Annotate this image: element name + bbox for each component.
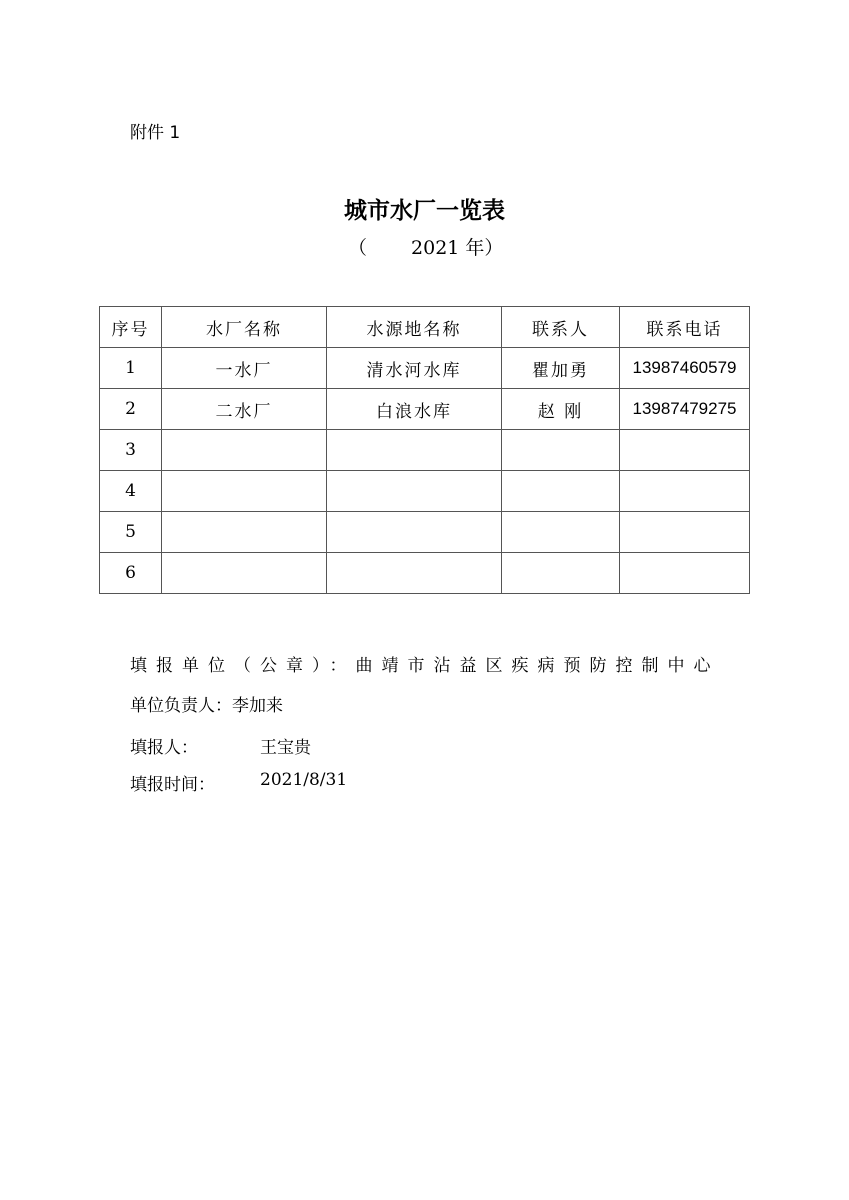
year-open-paren: （ xyxy=(348,237,368,259)
table-row xyxy=(100,348,750,389)
year-text: 2021 年 xyxy=(411,237,485,259)
cell-source-name xyxy=(327,512,502,553)
report-date-label: 填报时间： xyxy=(130,775,215,795)
header-phone: 联系电话 xyxy=(620,307,750,348)
reporter-name: 王宝贵 xyxy=(260,738,311,758)
cell-phone: 13987479275 xyxy=(620,389,750,430)
cell-source-name xyxy=(327,471,502,512)
cell-seq: 4 xyxy=(100,471,162,512)
attachment-label: 附件 1 xyxy=(130,123,181,143)
report-date-line xyxy=(130,770,348,795)
cell-plant-name: 二水厂 xyxy=(162,389,327,430)
cell-contact: 赵 刚 xyxy=(502,389,620,430)
cell-phone: 13987460579 xyxy=(620,348,750,389)
cell-contact xyxy=(502,430,620,471)
cell-plant-name xyxy=(162,471,327,512)
header-plant-name: 水厂名称 xyxy=(162,307,327,348)
year-close-paren: ） xyxy=(484,237,504,259)
cell-plant-name: 一水厂 xyxy=(162,348,327,389)
report-date-value: 2021/8/31 xyxy=(260,770,348,790)
cell-contact xyxy=(502,512,620,553)
reporting-unit-line: 填报单位（公章）：曲靖市沾益区疾病预防控制中心 xyxy=(130,656,720,676)
cell-seq: 5 xyxy=(100,512,162,553)
cell-source-name xyxy=(327,553,502,594)
cell-source-name: 清水河水库 xyxy=(327,348,502,389)
cell-source-name: 白浪水库 xyxy=(327,389,502,430)
reporter-line xyxy=(130,733,311,758)
cell-seq: 3 xyxy=(100,430,162,471)
cell-phone xyxy=(620,512,750,553)
header-contact: 联系人 xyxy=(502,307,620,348)
cell-seq: 2 xyxy=(100,389,162,430)
table-row xyxy=(100,389,750,430)
cell-phone xyxy=(620,553,750,594)
cell-phone xyxy=(620,471,750,512)
table-row xyxy=(100,553,750,594)
year-line xyxy=(348,233,503,260)
unit-leader-line: 单位负责人：李加来 xyxy=(130,696,283,716)
cell-source-name xyxy=(327,430,502,471)
water-plant-table xyxy=(99,306,750,594)
cell-seq: 6 xyxy=(100,553,162,594)
table-header-row xyxy=(100,307,750,348)
cell-plant-name xyxy=(162,512,327,553)
table-row xyxy=(100,430,750,471)
cell-plant-name xyxy=(162,553,327,594)
table-row xyxy=(100,512,750,553)
cell-contact xyxy=(502,553,620,594)
page-title: 城市水厂一览表 xyxy=(344,198,505,224)
table-row xyxy=(100,471,750,512)
header-source-name: 水源地名称 xyxy=(327,307,502,348)
reporter-label: 填报人： xyxy=(130,738,198,758)
cell-phone xyxy=(620,430,750,471)
cell-plant-name xyxy=(162,430,327,471)
cell-contact: 瞿加勇 xyxy=(502,348,620,389)
cell-contact xyxy=(502,471,620,512)
cell-seq: 1 xyxy=(100,348,162,389)
header-seq: 序号 xyxy=(100,307,162,348)
